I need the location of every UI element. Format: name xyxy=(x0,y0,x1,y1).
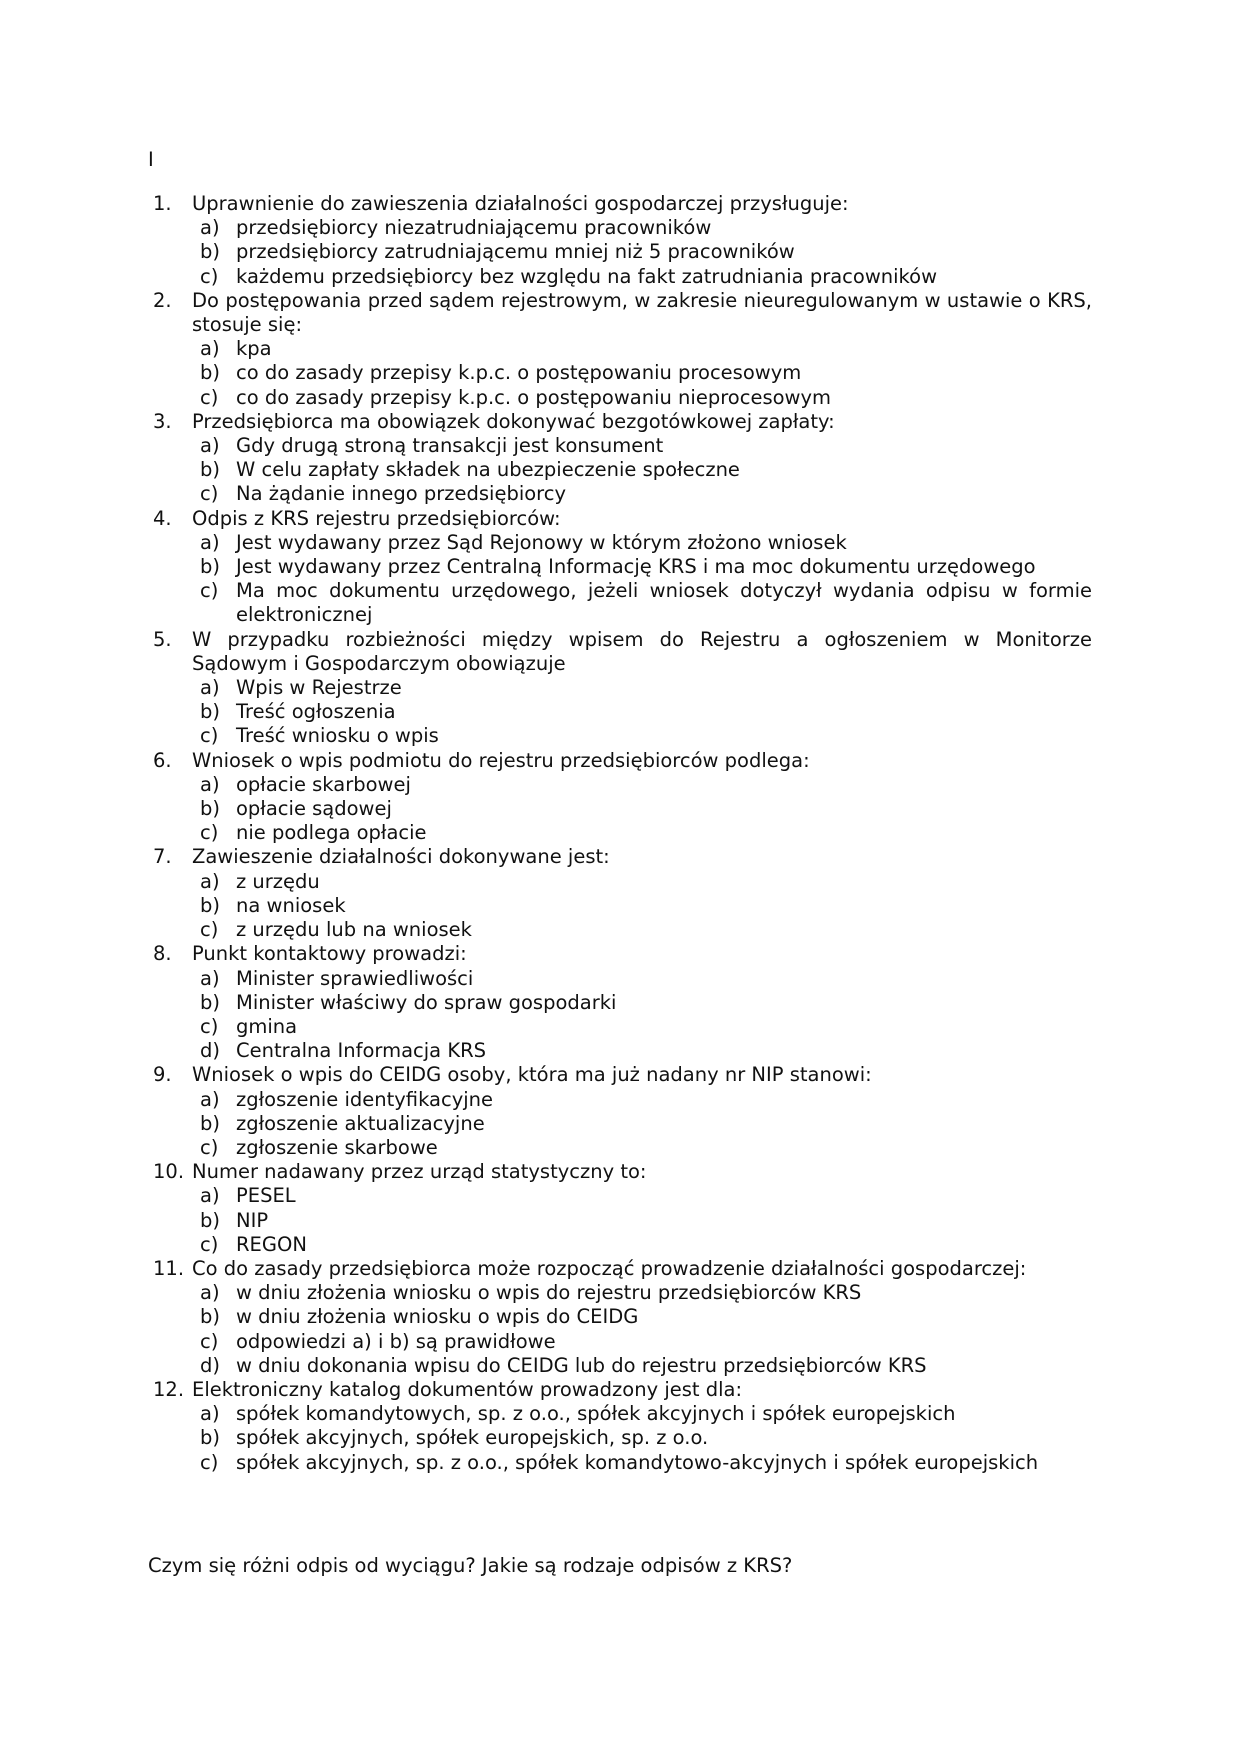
question-item xyxy=(148,1063,1092,1160)
option-letter: b) xyxy=(200,1208,220,1232)
answer-option xyxy=(192,265,1092,289)
answer-option xyxy=(192,1136,1092,1160)
option-text: spółek akcyjnych, spółek europejskich, sp. z o.o. xyxy=(236,1426,709,1450)
option-letter: a) xyxy=(200,869,220,893)
answer-option xyxy=(192,1402,1092,1426)
question-item xyxy=(148,1257,1092,1378)
option-letter: b) xyxy=(200,893,220,917)
option-text: zgłoszenie skarbowe xyxy=(236,1135,438,1159)
option-text: Centralna Informacja KRS xyxy=(236,1039,487,1063)
answer-option xyxy=(192,361,1092,385)
option-letter: c) xyxy=(200,1450,219,1474)
option-letter: c) xyxy=(200,1135,219,1159)
option-letter: a) xyxy=(200,966,220,990)
option-letter: b) xyxy=(200,240,220,264)
answer-option xyxy=(192,1281,1092,1305)
header-mark: I xyxy=(148,148,154,171)
question-text: Zawieszenie działalności dokonywane jest: xyxy=(192,845,610,869)
question-text: Przedsiębiorca ma obowiązek dokonywać bezgotówkowej zapłaty: xyxy=(192,409,835,433)
answer-option xyxy=(192,458,1092,482)
answer-option xyxy=(192,434,1092,458)
question-text: W przypadku rozbieżności między wpisem do Rejestru a ogłoszeniem w Monitorze Sądowym i Gospodarczym obowiązuje xyxy=(192,627,1092,675)
question-text: Elektroniczny katalog dokumentów prowadzony jest dla: xyxy=(192,1377,743,1401)
option-text: Treść wniosku o wpis xyxy=(236,724,439,748)
option-text: w dniu złożenia wniosku o wpis do CEIDG xyxy=(236,1305,639,1329)
answer-option xyxy=(192,870,1092,894)
answer-option xyxy=(192,555,1092,579)
option-letter: c) xyxy=(200,821,219,845)
question-text: Numer nadawany przez urząd statystyczny to: xyxy=(192,1160,647,1184)
option-letter: a) xyxy=(200,1281,220,1305)
option-text: przedsiębiorcy zatrudniającemu mniej niż 5 pracowników xyxy=(236,240,795,264)
option-letter: a) xyxy=(200,1087,220,1111)
question-number: 3. xyxy=(153,409,172,433)
option-letter: b) xyxy=(200,555,220,579)
option-text: gmina xyxy=(236,1014,298,1038)
option-text: PESEL xyxy=(236,1184,296,1208)
answer-option xyxy=(192,991,1092,1015)
question-number: 1. xyxy=(153,192,172,215)
option-text: na wniosek xyxy=(236,893,346,917)
option-text: co do zasady przepisy k.p.c. o postępowaniu procesowym xyxy=(236,361,802,385)
answer-option xyxy=(192,773,1092,797)
question-number: 9. xyxy=(153,1063,172,1087)
option-text: przedsiębiorcy niezatrudniającemu pracowników xyxy=(236,216,712,240)
question-number: 10. xyxy=(153,1160,185,1184)
answer-option xyxy=(192,724,1092,748)
option-letter: a) xyxy=(200,772,220,796)
question-text: Wniosek o wpis do CEIDG osoby, która ma już nadany nr NIP stanowi: xyxy=(192,1063,872,1087)
question-number: 4. xyxy=(153,506,172,530)
answer-option xyxy=(192,216,1092,240)
question-number: 5. xyxy=(153,627,172,651)
option-text: spółek akcyjnych, sp. z o.o., spółek komandytowo-akcyjnych i spółek europejskich xyxy=(236,1450,1039,1474)
option-text: co do zasady przepisy k.p.c. o postępowaniu nieprocesowym xyxy=(236,385,832,409)
option-letter: a) xyxy=(200,1402,220,1426)
option-letter: a) xyxy=(200,1184,220,1208)
option-letter: b) xyxy=(200,990,220,1014)
question-item xyxy=(148,1160,1092,1257)
option-text: W celu zapłaty składek na ubezpieczenie społeczne xyxy=(236,458,740,482)
option-text: odpowiedzi a) i b) są prawidłowe xyxy=(236,1329,556,1353)
question-number: 2. xyxy=(153,288,172,312)
answer-option xyxy=(192,1015,1092,1039)
option-letter: b) xyxy=(200,1426,220,1450)
answer-option xyxy=(192,676,1092,700)
option-letter: a) xyxy=(200,434,220,458)
option-letter: b) xyxy=(200,1305,220,1329)
option-text: Gdy drugą stroną transakcji jest konsument xyxy=(236,434,664,458)
option-text: Ma moc dokumentu urzędowego, jeżeli wniosek dotyczył wydania odpisu w formie elektronicznej xyxy=(236,579,1092,627)
answer-option xyxy=(192,240,1092,264)
option-text: opłacie sądowej xyxy=(236,797,392,821)
option-letter: b) xyxy=(200,458,220,482)
question-item xyxy=(148,289,1092,410)
answer-option xyxy=(192,1451,1092,1475)
option-text: z urzędu xyxy=(236,869,320,893)
option-text: NIP xyxy=(236,1208,269,1232)
question-text: Uprawnienie do zawieszenia działalności gospodarczej przysługuje: xyxy=(192,192,849,215)
option-letter: c) xyxy=(200,918,219,942)
question-item xyxy=(148,628,1092,749)
question-text: Do postępowania przed sądem rejestrowym, w zakresie nieuregulowanym w ustawie o KRS, stosuje się: xyxy=(192,288,1092,337)
answer-option xyxy=(192,1112,1092,1136)
option-text: opłacie skarbowej xyxy=(236,772,411,796)
answer-option xyxy=(192,1184,1092,1208)
option-text: nie podlega opłacie xyxy=(236,821,427,845)
option-letter: a) xyxy=(200,337,220,361)
option-text: każdemu przedsiębiorcy bez względu na fakt zatrudniania pracowników xyxy=(236,264,938,288)
option-text: Wpis w Rejestrze xyxy=(236,676,402,700)
answer-option xyxy=(192,1330,1092,1354)
question-number: 8. xyxy=(153,942,172,966)
question-item xyxy=(148,845,1092,942)
answer-option xyxy=(192,894,1092,918)
question-item xyxy=(148,507,1092,628)
answer-option xyxy=(192,531,1092,555)
option-text: zgłoszenie identyfikacyjne xyxy=(236,1087,494,1111)
question-item xyxy=(148,749,1092,846)
option-text: spółek komandytowych, sp. z o.o., spółek akcyjnych i spółek europejskich xyxy=(236,1402,956,1426)
option-letter: c) xyxy=(200,385,219,409)
answer-option xyxy=(192,579,1092,627)
option-text: Jest wydawany przez Centralną Informację KRS i ma moc dokumentu urzędowego xyxy=(236,555,1036,579)
option-text: Jest wydawany przez Sąd Rejonowy w którym złożono wniosek xyxy=(236,530,847,554)
question-item xyxy=(148,192,1092,289)
option-text: w dniu dokonania wpisu do CEIDG lub do rejestru przedsiębiorców KRS xyxy=(236,1353,927,1377)
answer-option xyxy=(192,1039,1092,1063)
question-item xyxy=(148,1378,1092,1475)
option-text: w dniu złożenia wniosku o wpis do rejestru przedsiębiorców KRS xyxy=(236,1281,862,1305)
answer-option xyxy=(192,797,1092,821)
question-number: 11. xyxy=(153,1256,185,1280)
option-letter: a) xyxy=(200,530,220,554)
answer-option xyxy=(192,1233,1092,1257)
option-text: Treść ogłoszenia xyxy=(236,700,396,724)
option-text: Na żądanie innego przedsiębiorcy xyxy=(236,482,567,506)
question-text: Co do zasady przedsiębiorca może rozpocząć prowadzenie działalności gospodarczej: xyxy=(192,1256,1027,1280)
answer-option xyxy=(192,1426,1092,1450)
answer-option xyxy=(192,1209,1092,1233)
answer-option xyxy=(192,821,1092,845)
question-number: 12. xyxy=(153,1377,185,1401)
option-text: kpa xyxy=(236,337,272,361)
option-letter: b) xyxy=(200,700,220,724)
option-text: REGON xyxy=(236,1232,307,1256)
answer-option xyxy=(192,482,1092,506)
answer-option xyxy=(192,1088,1092,1112)
option-letter: c) xyxy=(200,724,219,748)
answer-option xyxy=(192,1305,1092,1329)
answer-option xyxy=(192,967,1092,991)
question-text: Punkt kontaktowy prowadzi: xyxy=(192,942,467,966)
question-list xyxy=(148,192,1092,1475)
question-number: 6. xyxy=(153,748,172,772)
option-text: Minister właściwy do spraw gospodarki xyxy=(236,990,617,1014)
option-text: Minister sprawiedliwości xyxy=(236,966,474,990)
option-letter: a) xyxy=(200,676,220,700)
answer-option xyxy=(192,700,1092,724)
question-number: 7. xyxy=(153,845,172,869)
question-text: Odpis z KRS rejestru przedsiębiorców: xyxy=(192,506,561,530)
answer-option xyxy=(192,386,1092,410)
option-letter: b) xyxy=(200,1111,220,1135)
option-letter: b) xyxy=(200,797,220,821)
option-letter: c) xyxy=(200,579,219,603)
closing-question: Czym się różni odpis od wyciągu? Jakie są rodzaje odpisów z KRS? xyxy=(148,1554,793,1577)
option-letter: c) xyxy=(200,482,219,506)
option-letter: c) xyxy=(200,1232,219,1256)
option-letter: a) xyxy=(200,216,220,240)
answer-option xyxy=(192,918,1092,942)
option-letter: c) xyxy=(200,264,219,288)
option-letter: c) xyxy=(200,1329,219,1353)
answer-option xyxy=(192,337,1092,361)
question-text: Wniosek o wpis podmiotu do rejestru przedsiębiorców podlega: xyxy=(192,748,810,772)
option-text: z urzędu lub na wniosek xyxy=(236,918,472,942)
option-letter: c) xyxy=(200,1014,219,1038)
option-letter: d) xyxy=(200,1039,220,1063)
question-item xyxy=(148,942,1092,1063)
question-item xyxy=(148,410,1092,507)
option-letter: d) xyxy=(200,1353,220,1377)
option-letter: b) xyxy=(200,361,220,385)
option-text: zgłoszenie aktualizacyjne xyxy=(236,1111,485,1135)
answer-option xyxy=(192,1354,1092,1378)
